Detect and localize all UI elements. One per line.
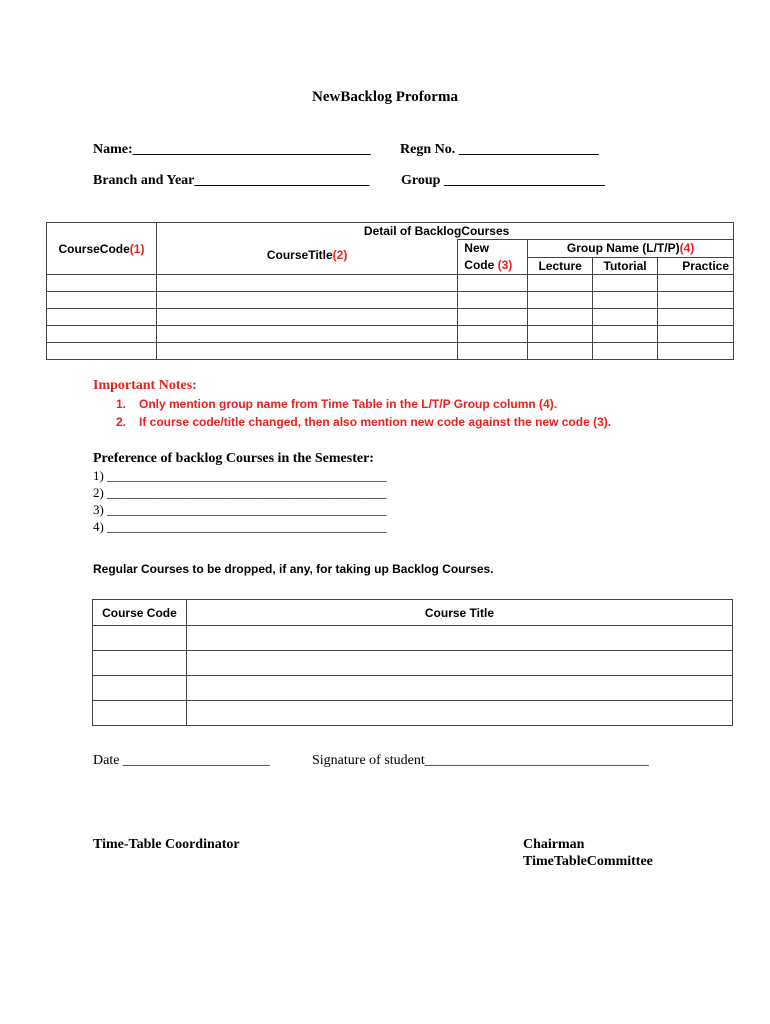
cell[interactable] — [658, 292, 734, 309]
table-row — [47, 292, 734, 309]
header-detail-backlog: Detail of BacklogCourses — [156, 223, 733, 240]
table-row — [47, 326, 734, 343]
cell[interactable] — [186, 701, 732, 726]
page-title: NewBacklog Proforma — [312, 89, 458, 105]
preference-line-2: 2) ___________________________________________ — [93, 485, 387, 500]
table-row — [47, 343, 734, 360]
cell[interactable] — [528, 326, 593, 343]
branch-year-field: Branch and Year_________________________ — [93, 173, 370, 188]
cell[interactable] — [458, 275, 528, 292]
cell[interactable] — [458, 292, 528, 309]
cell[interactable] — [156, 343, 457, 360]
cell[interactable] — [156, 292, 457, 309]
cell[interactable] — [47, 275, 157, 292]
preference-line-1: 1) ___________________________________________ — [93, 468, 387, 483]
cell[interactable] — [593, 292, 658, 309]
header-practice: Practice — [658, 257, 734, 275]
preference-line-4: 4) ___________________________________________ — [93, 519, 387, 534]
table-row — [93, 651, 733, 676]
table-row — [93, 701, 733, 726]
cell[interactable] — [528, 292, 593, 309]
cell[interactable] — [593, 326, 658, 343]
note-2: If course code/title changed, then also mention new code against the new code (3). — [139, 415, 612, 429]
regular-courses-table — [92, 599, 733, 726]
signature-field: Signature of student________________________________ — [312, 753, 649, 768]
cell[interactable] — [593, 275, 658, 292]
note-1-number: 1. — [116, 397, 127, 411]
cell[interactable] — [658, 275, 734, 292]
cell[interactable] — [93, 651, 187, 676]
cell[interactable] — [93, 701, 187, 726]
cell[interactable] — [186, 676, 732, 701]
cell[interactable] — [47, 343, 157, 360]
preference-line-3: 3) ___________________________________________ — [93, 502, 387, 517]
preference-heading: Preference of backlog Courses in the Semester: — [93, 451, 374, 466]
header-tutorial: Tutorial — [593, 257, 658, 275]
coordinator-label: Time-Table Coordinator — [93, 837, 240, 852]
group-field: Group _______________________ — [401, 173, 605, 188]
cell[interactable] — [658, 309, 734, 326]
cell[interactable] — [47, 309, 157, 326]
table-row — [93, 626, 733, 651]
committee-label: TimeTableCommittee — [523, 854, 653, 869]
note-2-number: 2. — [116, 415, 127, 429]
important-notes-heading: Important Notes: — [93, 378, 197, 393]
regn-field: Regn No. ____________________ — [400, 142, 599, 157]
chairman-label: Chairman — [523, 837, 585, 852]
name-field: Name:__________________________________ — [93, 142, 371, 157]
cell[interactable] — [593, 343, 658, 360]
table-row — [47, 309, 734, 326]
table-row — [47, 275, 734, 292]
backlog-courses-table — [46, 222, 734, 360]
date-field: Date _____________________ — [93, 753, 270, 768]
cell[interactable] — [156, 326, 457, 343]
cell[interactable] — [93, 676, 187, 701]
cell[interactable] — [528, 343, 593, 360]
cell[interactable] — [93, 626, 187, 651]
header-course-title: Course Title — [186, 600, 732, 626]
cell[interactable] — [458, 343, 528, 360]
cell[interactable] — [156, 275, 457, 292]
header-group-name: Group Name (L/T/P)(4) — [528, 240, 734, 258]
cell[interactable] — [186, 626, 732, 651]
cell[interactable] — [156, 309, 457, 326]
cell[interactable] — [47, 326, 157, 343]
regular-courses-heading: Regular Courses to be dropped, if any, for taking up Backlog Courses. — [93, 562, 494, 576]
cell[interactable] — [528, 275, 593, 292]
header-lecture: Lecture — [528, 257, 593, 275]
cell[interactable] — [593, 309, 658, 326]
table-row — [93, 676, 733, 701]
header-course-title: CourseTitle(2) — [156, 240, 457, 275]
cell[interactable] — [658, 326, 734, 343]
header-course-code: Course Code — [93, 600, 187, 626]
note-1: Only mention group name from Time Table in the L/T/P Group column (4). — [139, 397, 558, 411]
header-new-code: New Code (3) — [458, 240, 528, 275]
header-course-code: CourseCode(1) — [47, 223, 157, 275]
cell[interactable] — [47, 292, 157, 309]
cell[interactable] — [658, 343, 734, 360]
cell[interactable] — [528, 309, 593, 326]
cell[interactable] — [186, 651, 732, 676]
cell[interactable] — [458, 309, 528, 326]
cell[interactable] — [458, 326, 528, 343]
